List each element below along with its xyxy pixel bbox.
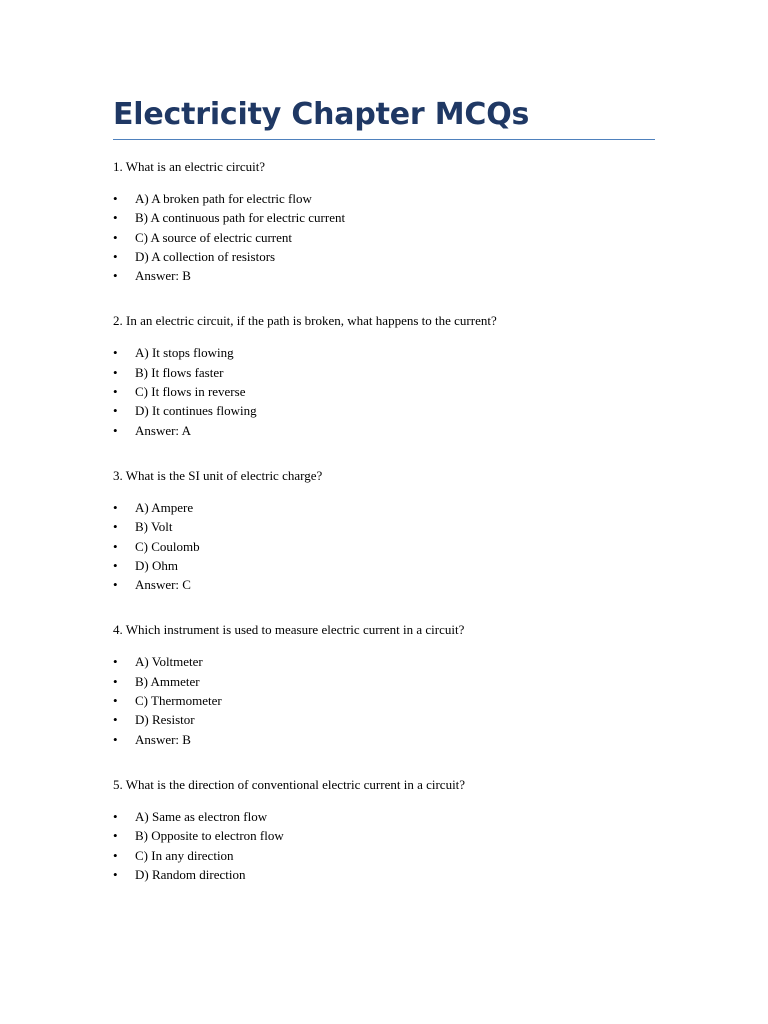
option-label: C) It flows in reverse xyxy=(135,384,246,400)
option-label: B) Volt xyxy=(135,519,173,535)
document-title: Electricity Chapter MCQs xyxy=(113,97,530,132)
option-item xyxy=(113,421,655,440)
bullet-icon: • xyxy=(113,422,118,438)
options-list xyxy=(113,498,655,594)
option-label: Answer: B xyxy=(135,731,191,747)
bullet-icon: • xyxy=(113,210,118,226)
bullet-icon: • xyxy=(113,268,118,284)
option-label: A) Voltmeter xyxy=(135,654,203,670)
question-block xyxy=(113,467,655,594)
option-label: B) Opposite to electron flow xyxy=(135,828,284,844)
option-item xyxy=(113,691,655,710)
options-list xyxy=(113,807,655,884)
option-item xyxy=(113,730,655,749)
option-item xyxy=(113,343,655,362)
bullet-icon: • xyxy=(113,828,118,844)
options-list xyxy=(113,343,655,439)
option-item xyxy=(113,247,655,266)
option-item xyxy=(113,382,655,401)
option-item xyxy=(113,498,655,517)
options-list xyxy=(113,189,655,285)
bullet-icon: • xyxy=(113,712,118,728)
option-item xyxy=(113,517,655,536)
option-item xyxy=(113,556,655,575)
option-item xyxy=(113,537,655,556)
question-text: 5. What is the direction of conventional electric current in a circuit? xyxy=(113,776,466,792)
option-item xyxy=(113,228,655,247)
bullet-icon: • xyxy=(113,248,118,264)
bullet-icon: • xyxy=(113,577,118,593)
option-item xyxy=(113,865,655,884)
option-label: B) Ammeter xyxy=(135,673,200,689)
option-label: D) It continues flowing xyxy=(135,403,257,419)
bullet-icon: • xyxy=(113,847,118,863)
option-label: A) Same as electron flow xyxy=(135,808,268,824)
bullet-icon: • xyxy=(113,731,118,747)
title-divider xyxy=(113,139,655,140)
option-label: D) A collection of resistors xyxy=(135,248,276,264)
bullet-icon: • xyxy=(113,229,118,245)
options-list xyxy=(113,652,655,748)
option-item xyxy=(113,846,655,865)
question-spacer xyxy=(113,749,655,776)
document-page xyxy=(113,94,655,884)
question-spacer xyxy=(113,594,655,621)
bullet-icon: • xyxy=(113,673,118,689)
option-label: B) It flows faster xyxy=(135,364,224,380)
bullet-icon: • xyxy=(113,364,118,380)
option-label: C) Thermometer xyxy=(135,693,222,709)
bullet-icon: • xyxy=(113,519,118,535)
option-label: Answer: A xyxy=(135,422,191,438)
option-item xyxy=(113,189,655,208)
option-label: D) Ohm xyxy=(135,557,178,573)
option-label: B) A continuous path for electric current xyxy=(135,210,346,226)
option-item xyxy=(113,652,655,671)
question-text: 4. Which instrument is used to measure electric current in a circuit? xyxy=(113,622,465,638)
option-label: A) It stops flowing xyxy=(135,345,234,361)
bullet-icon: • xyxy=(113,538,118,554)
bullet-icon: • xyxy=(113,345,118,361)
question-block xyxy=(113,621,655,748)
option-item xyxy=(113,401,655,420)
option-label: C) Coulomb xyxy=(135,538,200,554)
bullet-icon: • xyxy=(113,191,118,206)
question-block xyxy=(113,158,655,285)
bullet-icon: • xyxy=(113,808,118,824)
bullet-icon: • xyxy=(113,866,118,882)
question-list xyxy=(113,158,655,884)
option-label: C) A source of electric current xyxy=(135,229,293,245)
question-block xyxy=(113,312,655,439)
bullet-icon: • xyxy=(113,557,118,573)
question-block xyxy=(113,776,655,884)
question-text: 2. In an electric circuit, if the path is broken, what happens to the current? xyxy=(113,313,497,329)
option-label: C) In any direction xyxy=(135,847,234,863)
option-label: A) Ampere xyxy=(135,499,194,515)
option-label: D) Resistor xyxy=(135,712,195,728)
bullet-icon: • xyxy=(113,654,118,670)
bullet-icon: • xyxy=(113,384,118,400)
option-item xyxy=(113,575,655,594)
option-item xyxy=(113,672,655,691)
option-item xyxy=(113,710,655,729)
option-item xyxy=(113,807,655,826)
question-spacer xyxy=(113,440,655,467)
bullet-icon: • xyxy=(113,693,118,709)
option-item xyxy=(113,826,655,845)
option-label: Answer: B xyxy=(135,268,191,284)
question-text: 3. What is the SI unit of electric charge? xyxy=(113,467,323,483)
question-text: 1. What is an electric circuit? xyxy=(113,159,266,174)
option-label: D) Random direction xyxy=(135,866,246,882)
option-item xyxy=(113,363,655,382)
option-label: Answer: C xyxy=(135,577,191,593)
bullet-icon: • xyxy=(113,403,118,419)
option-item xyxy=(113,266,655,285)
bullet-icon: • xyxy=(113,499,118,515)
question-spacer xyxy=(113,285,655,312)
option-label: A) A broken path for electric flow xyxy=(135,191,312,206)
option-item xyxy=(113,208,655,227)
